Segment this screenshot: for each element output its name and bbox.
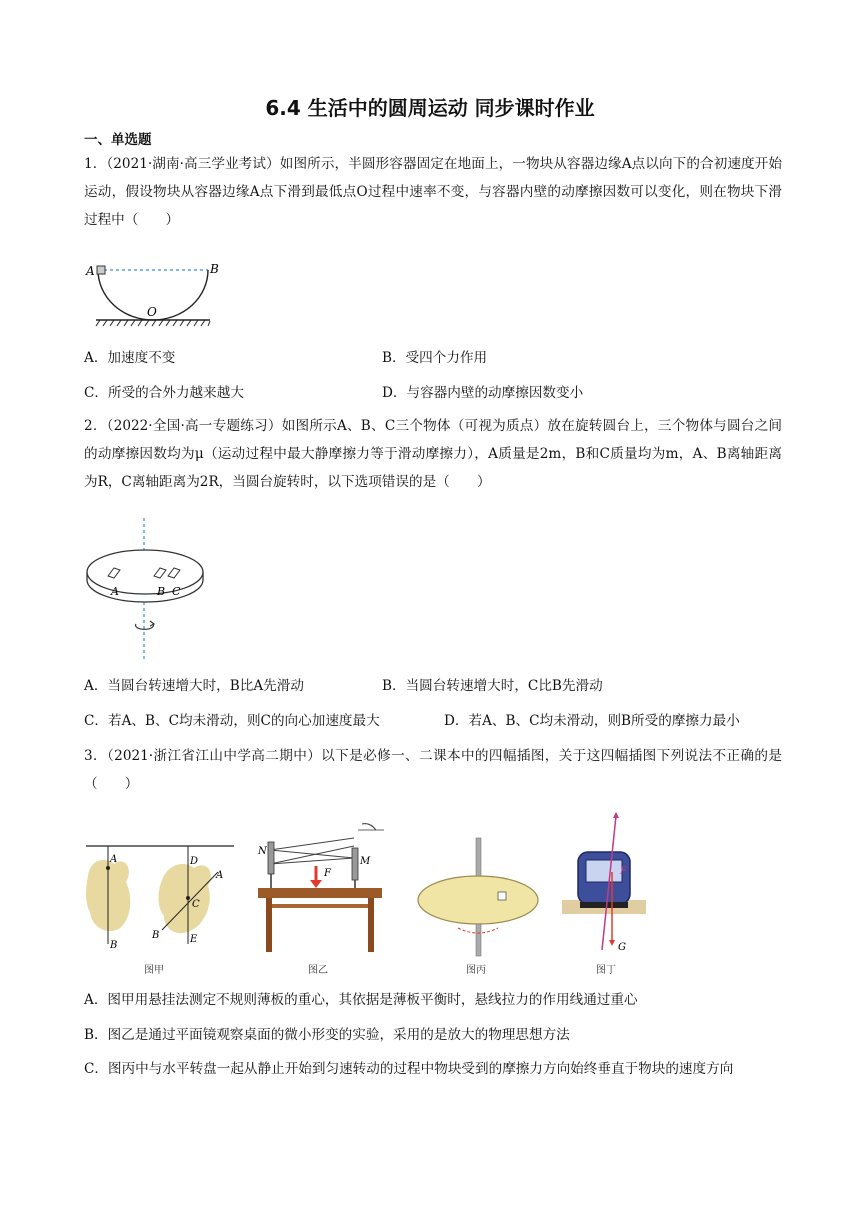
q3-ding-caption: 图丁 <box>596 965 616 976</box>
q3-figure-jia <box>84 820 236 978</box>
q1-block <box>97 266 105 274</box>
q2-figure-turntable <box>84 516 224 664</box>
q1-option-c[interactable]: C．所受的合外力越来越大 <box>84 385 244 401</box>
q1-label-o: O <box>147 305 157 319</box>
q2-disk-top <box>87 550 203 594</box>
svg-text:F: F <box>324 868 331 879</box>
svg-text:M: M <box>360 856 371 867</box>
q3-figure-yi <box>250 820 390 978</box>
q1-figure-semicircle-container <box>84 258 219 330</box>
q2-option-c[interactable]: C．若A、B、C均未滑动，则C的向心加速度最大 <box>84 713 380 729</box>
question-3-stem: 3．（2021·浙江省江山中学高二期中）以下是必修一、二课本中的四幅插图，关于这四幅插图下列说法不正确的是（ ） <box>84 748 782 792</box>
q2-label-a: A <box>111 585 119 598</box>
svg-text:F: F <box>620 866 627 877</box>
q3-bing-block <box>498 892 506 900</box>
q1-option-d[interactable]: D．与容器内壁的动摩擦因数变小 <box>382 385 584 401</box>
q3-option-c[interactable]: C．图丙中与水平转盘一起从静止开始到匀速转动的过程中物块受到的摩擦力方向始终垂直于物块的速度方向 <box>84 1061 734 1077</box>
q3-jia-caption: 图甲 <box>144 965 164 976</box>
q3-bing-disk <box>418 876 538 924</box>
q3-yi-table-top <box>258 888 382 898</box>
svg-text:C: C <box>192 899 200 910</box>
q3-yi-light-rays <box>270 838 354 864</box>
section-heading: 一、单选题 <box>84 132 152 148</box>
q3-jia-plate-2 <box>159 864 211 933</box>
q1-option-b[interactable]: B．受四个力作用 <box>382 350 488 366</box>
svg-text:D: D <box>190 856 199 867</box>
question-1-stem: 1．（2021·湖南·高三学业考试）如图所示，半圆形容器固定在地面上，一物块从容器边缘A点以向下的合初速度开始运动，假设物块从容器边缘A点下滑到最低点O过程中速率不变，与容器内壁的动摩擦因数可以变化，则在物块下滑过程中（ ） <box>84 156 782 228</box>
q1-label-b: B <box>210 262 219 276</box>
q3-option-a[interactable]: A．图甲用悬挂法测定不规则薄板的重心，其依据是薄板平衡时，悬线拉力的作用线通过重心 <box>84 992 638 1008</box>
q3-bing-caption: 图丙 <box>466 965 486 976</box>
svg-text:E: E <box>190 934 198 945</box>
page-title: 6.4 生活中的圆周运动 同步课时作业 <box>265 96 595 120</box>
q2-option-b[interactable]: B．当圆台转速增大时，C比B先滑动 <box>382 678 603 694</box>
question-2-stem: 2．（2022·全国·高一专题练习）如图所示A、B、C三个物体（可视为质点）放在旋转圆台上，三个物体与圆台之间的动摩擦因数均为μ（运动过程中最大静摩擦力等于滑动摩擦力），A质量是2m，B和C质量均为m，A、B离轴距离为R，C离轴距离为2R，当圆台旋转时，以下选项错误的是（ ） <box>84 418 782 490</box>
q3-yi-caption: 图乙 <box>308 965 328 976</box>
q2-label-b: B <box>157 585 166 598</box>
q3-yi-mirror-n <box>268 842 274 874</box>
q3-option-b[interactable]: B．图乙是通过平面镜观察桌面的微小形变的实验，采用的是放大的物理思想方法 <box>84 1027 570 1043</box>
q3-figure-bing <box>412 830 548 978</box>
q1-option-a[interactable]: A．加速度不变 <box>84 350 176 366</box>
svg-text:B: B <box>152 930 160 941</box>
svg-text:A: A <box>110 854 118 865</box>
q2-option-a[interactable]: A．当圆台转速增大时，B比A先滑动 <box>84 678 304 694</box>
svg-text:A: A <box>216 870 224 881</box>
q1-ground-hatch <box>96 320 210 326</box>
q3-yi-mirror-m <box>352 848 358 880</box>
svg-text:B: B <box>110 940 118 951</box>
q3-figure-ding <box>558 812 658 978</box>
svg-text:G: G <box>618 942 626 953</box>
svg-text:N: N <box>258 846 267 857</box>
q1-label-a: A <box>86 264 95 278</box>
q2-option-d[interactable]: D．若A、B、C均未滑动，则B所受的摩擦力最小 <box>444 713 740 729</box>
q2-label-c: C <box>172 585 181 598</box>
